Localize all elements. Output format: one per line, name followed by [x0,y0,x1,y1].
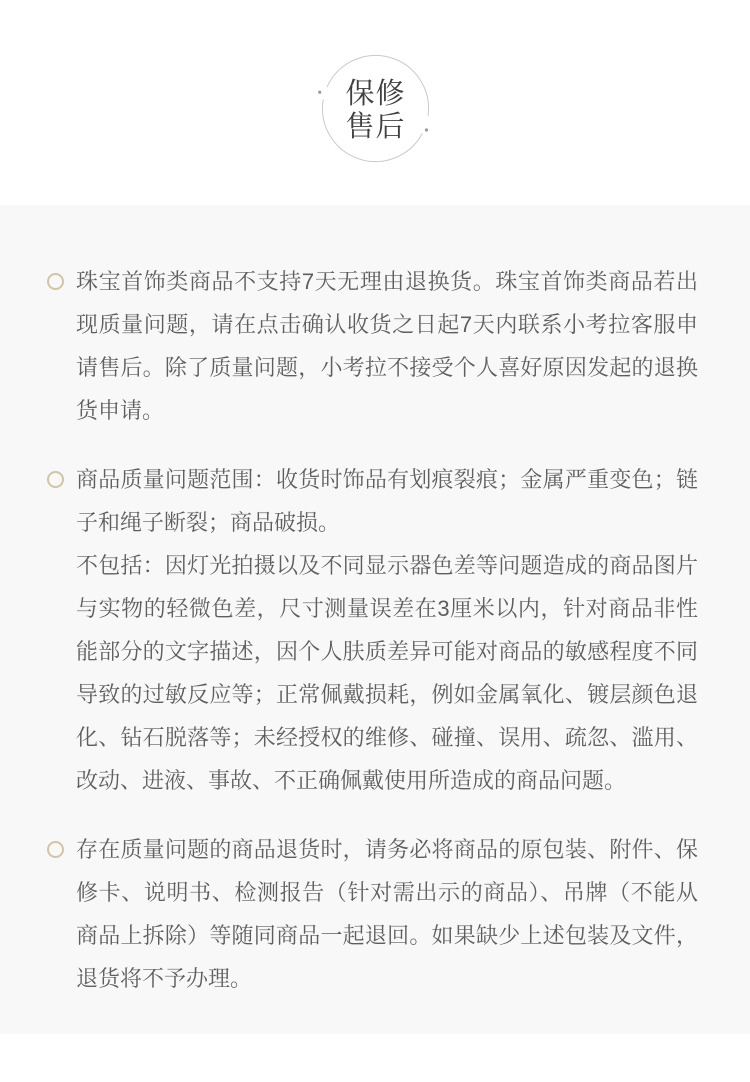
policy-item-return-rule [47,260,698,432]
bullet-circle-icon [47,471,64,488]
policy-item-text-excluded: 不包括：因灯光拍摄以及不同显示器色差等问题造成的商品图片与实物的轻微色差，尺寸测量误差在3厘米以内，针对商品非性能部分的文字描述，因个人肤质差异可能对商品的敏感程度不同导致的过敏反应等；正常佩戴损耗，例如金属氧化、镀层颜色退化、钻石脱落等；未经授权的维修、碰撞、误用、疏忽、滥用、改动、进液、事故、不正确佩戴使用所造成的商品问题。 [76,553,698,793]
bullet-circle-icon [47,273,64,290]
bullet-circle-icon [47,841,64,858]
policy-item-text: 存在质量问题的商品退货时，请务必将商品的原包装、附件、保修卡、说明书、检测报告（针对需出示的商品）、吊牌（不能从商品上拆除）等随同商品一起退回。如果缺少上述包装及文件，退货将不予办理。 [76,837,698,991]
badge-title-line1: 保修 [345,78,406,110]
badge-title [315,48,436,169]
policy-list [0,260,750,1000]
policy-item-text: 珠宝首饰类商品不支持7天无理由退换货。珠宝首饰类商品若出现质量问题，请在点击确认收货之日起7天内联系小考拉客服申请售后。除了质量问题，小考拉不接受个人喜好原因发起的退换货申请。 [76,269,698,423]
policy-item-text: 商品质量问题范围：收货时饰品有划痕裂痕；金属严重变色；链子和绳子断裂；商品破损。 [76,467,698,535]
badge-area [0,0,750,205]
policy-item-quality-scope [47,458,698,802]
warranty-policy-card [0,205,750,1034]
policy-item-return-requirements [47,828,698,1000]
badge-title-line2: 售后 [345,111,406,143]
warranty-badge [315,48,436,169]
